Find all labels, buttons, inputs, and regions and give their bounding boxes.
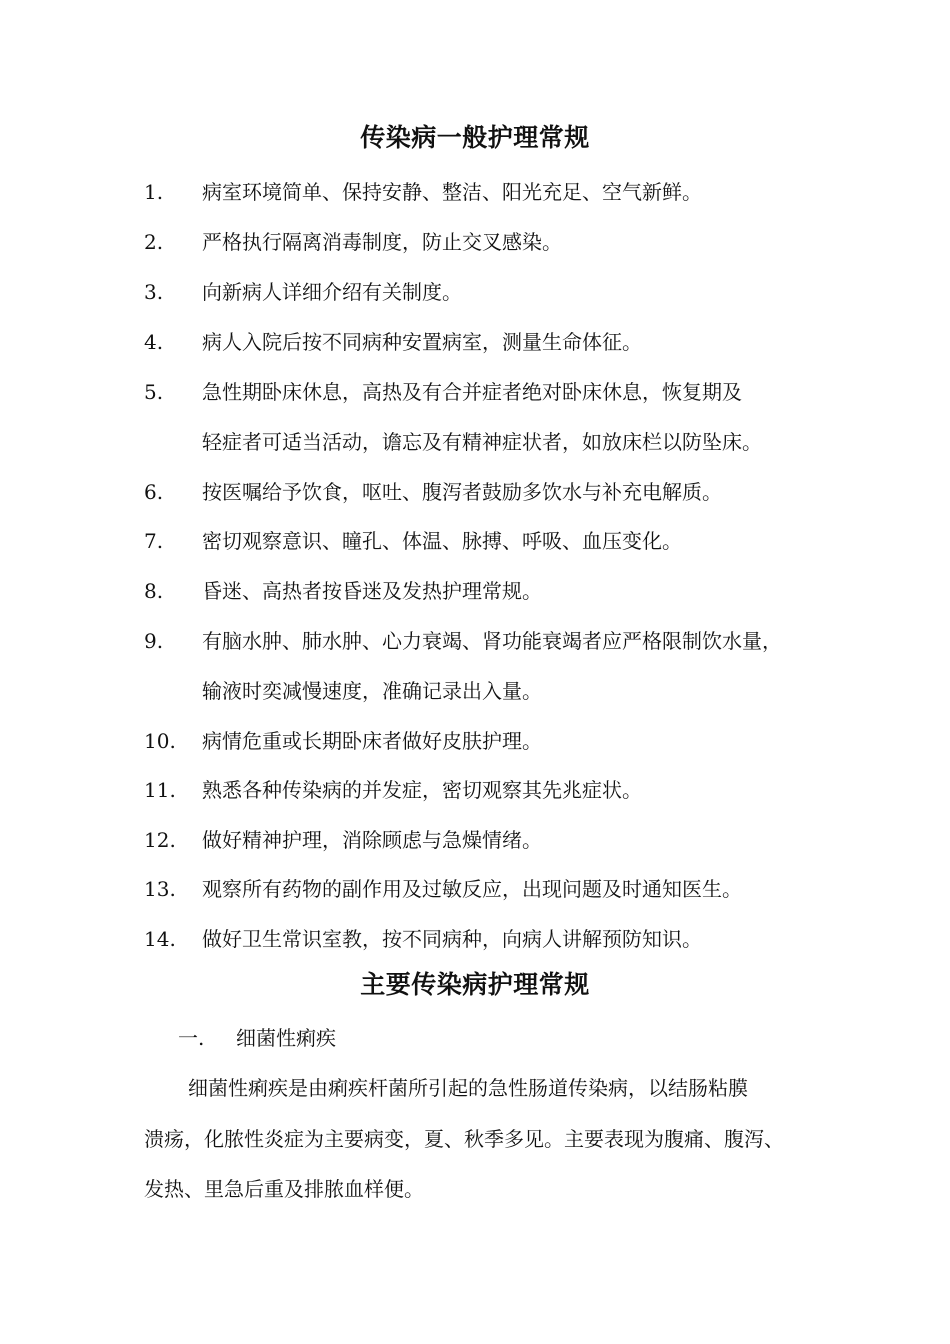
item-text: 做好精神护理，消除顾虑与急燥情绪。 [202, 828, 542, 852]
item-text-continued: 输液时奕减慢速度，准确记录出入量。 [202, 679, 542, 703]
subsection-number: 一. [178, 1026, 205, 1050]
list-item [0, 377, 950, 477]
subsection-label: 细菌性痢疾 [236, 1026, 336, 1050]
list-item [0, 825, 950, 875]
item-number: 14. [144, 927, 176, 951]
paragraph-line: 溃疡，化脓性炎症为主要病变，夏、秋季多见。主要表现为腹痛、腹泻、 [144, 1127, 784, 1151]
item-number: 2. [144, 230, 164, 254]
list-item [0, 775, 950, 825]
item-text: 按医嘱给予饮食，呕吐、腹泻者鼓励多饮水与补充电解质。 [202, 480, 722, 504]
list-item [0, 277, 950, 327]
item-number: 11. [144, 778, 176, 802]
paragraph-line: 细菌性痢疾是由痢疾杆菌所引起的急性肠道传染病，以结肠粘膜 [188, 1076, 748, 1100]
list-item [0, 327, 950, 377]
item-text: 病情危重或长期卧床者做好皮肤护理。 [202, 729, 542, 753]
item-text: 向新病人详细介绍有关制度。 [202, 280, 462, 304]
item-number: 6. [144, 480, 164, 504]
list-item [0, 576, 950, 626]
item-text: 严格执行隔离消毒制度，防止交叉感染。 [202, 230, 562, 254]
item-number: 1. [144, 180, 164, 204]
item-number: 13. [144, 877, 176, 901]
subsection-heading [178, 1023, 336, 1053]
item-number: 10. [144, 729, 176, 753]
item-text: 观察所有药物的副作用及过敏反应，出现问题及时通知医生。 [202, 877, 742, 901]
item-text: 做好卫生常识室教，按不同病种，向病人讲解预防知识。 [202, 927, 702, 951]
page-title: 传染病一般护理常规 [360, 123, 590, 152]
list-item [0, 924, 950, 974]
item-number: 8. [144, 579, 164, 603]
item-text: 急性期卧床休息，高热及有合并症者绝对卧床休息，恢复期及 [202, 380, 742, 404]
section-title: 主要传染病护理常规 [360, 970, 590, 999]
item-text: 病人入院后按不同病种安置病室，测量生命体征。 [202, 330, 642, 354]
list-item [0, 227, 950, 277]
list-item [0, 726, 950, 776]
item-text: 熟悉各种传染病的并发症，密切观察其先兆症状。 [202, 778, 642, 802]
item-number: 5. [144, 380, 164, 404]
list-item [0, 177, 950, 227]
item-number: 4. [144, 330, 164, 354]
item-text-continued: 轻症者可适当活动，谵忘及有精神症状者，如放床栏以防坠床。 [202, 430, 762, 454]
item-text: 有脑水肿、肺水肿、心力衰竭、肾功能衰竭者应严格限制饮水量， [202, 629, 782, 653]
item-text: 昏迷、高热者按昏迷及发热护理常规。 [202, 579, 542, 603]
list-item [0, 526, 950, 576]
item-text: 密切观察意识、瞳孔、体温、脉搏、呼吸、血压变化。 [202, 529, 682, 553]
item-number: 3. [144, 280, 164, 304]
item-number: 12. [144, 828, 176, 852]
list-item [0, 477, 950, 527]
item-number: 9. [144, 629, 164, 653]
item-text: 病室环境简单、保持安静、整洁、阳光充足、空气新鲜。 [202, 180, 702, 204]
item-number: 7. [144, 529, 164, 553]
list-item [0, 874, 950, 924]
paragraph-line: 发热、里急后重及排脓血样便。 [144, 1177, 424, 1201]
list-item [0, 626, 950, 726]
